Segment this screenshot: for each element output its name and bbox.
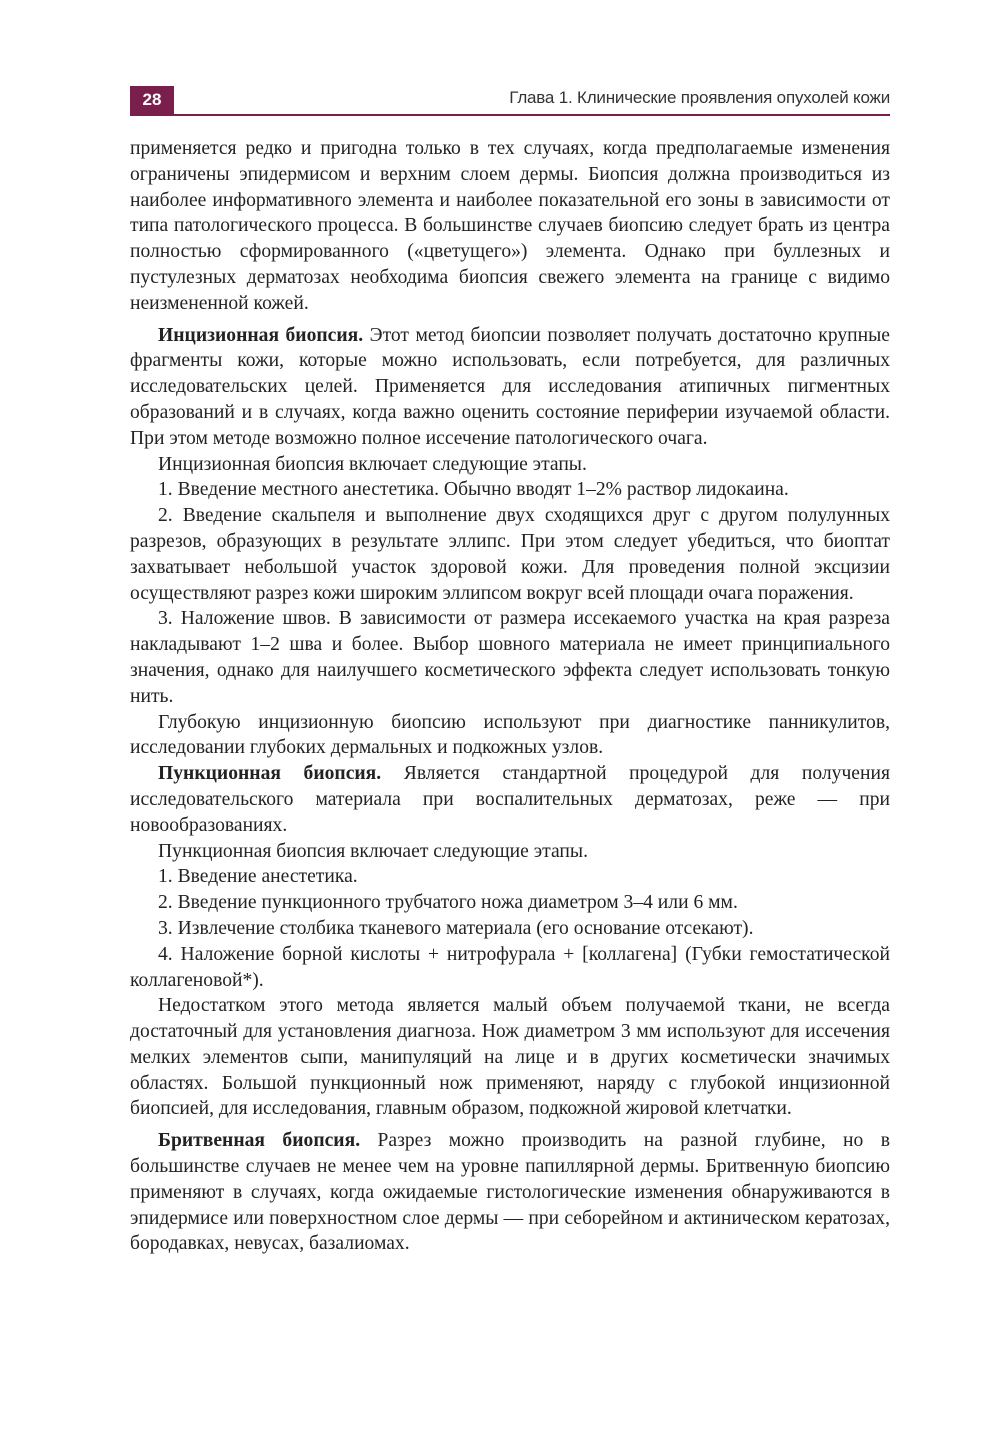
paragraph-incisional: Инцизионная биопсия. Этот метод биопсии позволяет получать достаточно крупные фрагменты кожи, которые можно использовать, если потребуется, для различных исследовательских целей. Применяется для исследования атипичных пигментных образований и в случаях, когда важно оценить состояние периферии изучаемой области. При этом методе возможно полное иссечение патологического очага. xyxy=(130,324,890,449)
paragraph: Инцизионная биопсия включает следующие этапы. xyxy=(158,453,587,475)
header-rule xyxy=(130,114,890,116)
list-item: 1. Введение местного анестетика. Обычно вводят 1–2% раствор лидокаина. xyxy=(158,479,789,501)
paragraph: применяется редко и пригодна только в тех случаях, когда предполагаемые изменения ограничены эпидермисом и верхним слоем дермы. Биопсия должна производиться из наиболее информативного элемента и наиболее показательной его зоны в зависимости от типа патологического процесса. В большинстве случаев биопсию следует брать из центра полностью сформированного («цветущего») элемента. Однако при буллезных и пустулезных дерматозах необходима биопсия свежего элемента на границе с видимо неизмененной кожей. xyxy=(130,138,890,314)
paragraph: Недостатком этого метода является малый объем получаемой ткани, не всегда достаточный для установления диагноза. Нож диаметром 3 мм используют для иссечения мелких элементов сыпи, манипуляций на лице и в других косметически значимых областях. Большой пункционный нож применяют, наряду с глубокой инцизионной биопсией, для исследования, главным образом, подкожной жировой клетчатки. xyxy=(130,995,890,1120)
paragraph: Глубокую инцизионную биопсию используют при диагностике панникулитов, исследовании глубоких дермальных и подкожных узлов. xyxy=(130,711,890,759)
running-title: Глава 1. Клинические проявления опухолей кожи xyxy=(509,88,890,107)
term-shave: Бритвенная биопсия. xyxy=(158,1130,361,1152)
page-body xyxy=(130,136,890,1257)
list-item: 1. Введение анестетика. xyxy=(158,866,358,888)
term-incisional: Инцизионная биопсия. xyxy=(158,324,364,346)
paragraph: Пункционная биопсия включает следующие этапы. xyxy=(158,840,588,862)
list-item: 2. Введение скальпеля и выполнение двух сходящихся друг с другом полулунных разрезов, образующих в результате эллипс. При этом следует убедиться, что биоптат захватывает небольшой участок здоровой кожи. Для проведения полной эксцизии осуществляют разрез кожи широким эллипсом вокруг всей площади очага поражения. xyxy=(130,505,890,604)
term-punch: Пункционная биопсия. xyxy=(158,763,382,785)
page-number: 28 xyxy=(130,86,174,114)
paragraph-shave: Бритвенная биопсия. Разрез можно производить на разной глубине, но в большинстве случаев не менее чем на уровне папиллярной дермы. Бритвенную биопсию применяют в случаях, когда ожидаемые гистологические изменения обнаруживаются в эпидермисе или поверхностном слое дермы — при себорейном и актиническом кератозах, бородавках, невусах, базалиомах. xyxy=(130,1130,891,1255)
paragraph-punch: Пункционная биопсия. Является стандартной процедурой для получения исследовательского материала при воспалительных дерматозах, реже — при новообразованиях. xyxy=(130,763,890,836)
list-item: 4. Наложение борной кислоты + нитрофурала + [коллагена] (Губки гемостатической коллагеновой*). xyxy=(130,943,890,991)
list-item: 2. Введение пункционного трубчатого ножа диаметром 3–4 или 6 мм. xyxy=(158,892,738,914)
list-item: 3. Наложение швов. В зависимости от размера иссекаемого участка на края разреза накладывают 1–2 шва и более. Выбор шовного материала не имеет принципиального значения, однако для наилучшего косметического эффекта следует использовать тонкую нить. xyxy=(130,608,890,707)
list-item: 3. Извлечение столбика тканевого материала (его основание отсекают). xyxy=(158,917,754,939)
